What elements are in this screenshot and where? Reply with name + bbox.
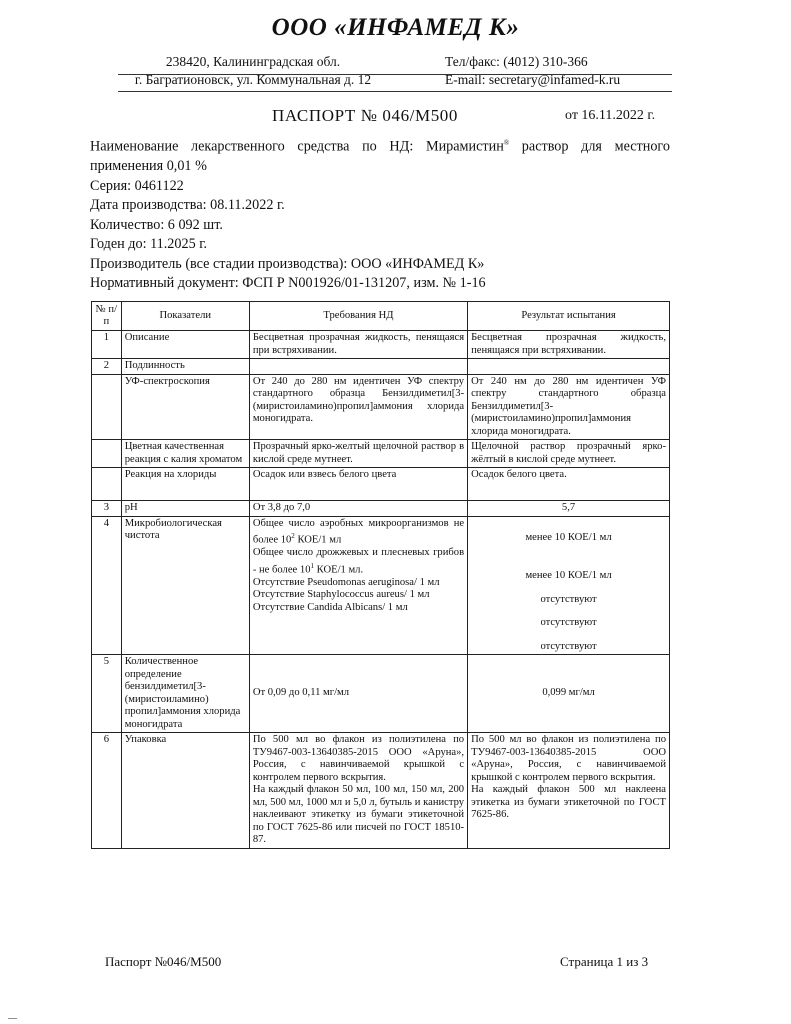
indicator: Реакция на хлориды	[121, 468, 249, 501]
company-name: ООО «ИНФАМЕД К»	[271, 14, 520, 41]
row-num: 1	[92, 331, 122, 359]
result	[468, 359, 670, 375]
indicator: Микробиологическая чистота	[121, 516, 249, 655]
footer-page-number: Страница 1 из 3	[560, 954, 649, 969]
indicator: Описание	[121, 331, 249, 359]
req-yeast-exp: 1	[310, 561, 314, 570]
result: Бесцветная прозрачная жидкость, пенящаяся при встряхивании.	[468, 331, 670, 359]
requirement	[249, 733, 467, 849]
test-results-table	[91, 301, 670, 849]
phone-fax: Тел/факс: (4012) 310-366	[445, 54, 588, 69]
series: Серия: 0461122	[90, 177, 184, 194]
result	[468, 733, 670, 849]
res-pseudomonas: отсутствуют	[540, 593, 597, 605]
table-row	[92, 374, 670, 440]
col-requirement-header: Требования НД	[249, 302, 467, 331]
product-name-rest: раствор для местного применения 0,01 %	[90, 138, 670, 175]
footer-passport-number: Паспорт №046/М500	[105, 954, 222, 969]
production-date: Дата производства: 08.11.2022 г.	[90, 197, 285, 214]
requirement: Прозрачный ярко-желтый щелочной раствор в кислой среде мутнеет.	[249, 440, 467, 468]
product-info	[90, 134, 670, 294]
result: Осадок белого цвета.	[468, 468, 670, 501]
company-contacts	[445, 53, 665, 89]
quantity: Количество: 6 092 шт.	[90, 216, 223, 233]
result: От 240 нм до 280 нм идентичен УФ спектру стандартного образца Бензилдиметил[3-(миристоиламино)пропил]аммония хлорида моногидрата.	[468, 374, 670, 440]
req-packaging-1: По 500 мл во флакон из полиэтилена по ТУ9467-003-13640385-2015 ООО «Аруна», Россия, с навинчиваемой крышкой с контролем первого вскрытия.	[252, 734, 465, 783]
row-num: 2	[92, 359, 122, 375]
req-packaging-2: На каждый флакон 50 мл, 100 мл, 150 мл, 200 мл, 500 мл, 1000 мл и 5,0 л, бутыль и канистру наклеивают этикетку из бумаги этикеточной по ГОСТ 7625-86 или писчей по ГОСТ 18510-87.	[252, 784, 465, 845]
product-name	[90, 134, 670, 177]
row-num	[92, 374, 122, 440]
header-rule-1	[118, 74, 672, 75]
result: Щелочной раствор прозрачный ярко-жёлтый в кислой среде мутнеет.	[468, 440, 670, 468]
email: E-mail: secretary@infamed-k.ru	[445, 72, 621, 87]
result: 5,7	[468, 501, 670, 517]
table-row	[92, 359, 670, 375]
valid-until: Годен до: 11.2025 г.	[90, 236, 207, 253]
req-pseudomonas: Отсутствие Pseudomonas aeruginosa/ 1 мл	[252, 576, 440, 588]
res-packaging-2: На каждый флакон 500 мл наклеена этикетка из бумаги этикеточной по ГОСТ 7625-86.	[471, 784, 666, 820]
col-result-header: Результат испытания	[468, 302, 670, 331]
res-staphylococcus: отсутствуют	[540, 617, 597, 628]
col-indicator-header: Показатели	[121, 302, 249, 331]
requirement	[249, 359, 467, 375]
requirement: От 0,09 до 0,11 мг/мл	[249, 655, 467, 733]
requirement	[249, 516, 467, 655]
table-row	[92, 440, 670, 468]
row-num: 5	[92, 655, 122, 733]
req-staphylococcus: Отсутствие Staphylococcus aureus/ 1 мл	[252, 589, 430, 601]
requirement: Осадок или взвесь белого цвета	[249, 468, 467, 501]
req-aerobic-text: Общее число аэробных микроорганизмов не более 10	[252, 517, 465, 546]
table-row	[92, 468, 670, 501]
result: 0,099 мг/мл	[468, 655, 670, 733]
margin-mark: —	[8, 1013, 17, 1023]
row-num	[92, 468, 122, 501]
requirement: От 3,8 до 7,0	[249, 501, 467, 517]
indicator: Упаковка	[121, 733, 249, 849]
res-yeast: менее 10 КОЕ/1 мл	[525, 570, 612, 581]
indicator: Подлинность	[121, 359, 249, 375]
header-rule-2	[118, 91, 672, 92]
row-num: 3	[92, 501, 122, 517]
indicator: pH	[121, 501, 249, 517]
req-aerobic-unit: КОЕ/1 мл	[294, 534, 342, 546]
row-num	[92, 440, 122, 468]
passport-date: от 16.11.2022 г.	[565, 108, 656, 123]
req-yeast	[253, 547, 464, 577]
table-row	[92, 733, 670, 849]
address-line-2: г. Багратионовск, ул. Коммунальная д. 12	[134, 72, 372, 87]
req-yeast-text: Общее число дрожжевых и плесневых грибов - не более 10	[252, 547, 465, 576]
table-row	[92, 516, 670, 655]
passport-title: ПАСПОРТ № 046/М500	[272, 106, 459, 125]
company-address	[118, 53, 388, 89]
indicator: УФ-спектроскопия	[121, 374, 249, 440]
res-packaging-1: По 500 мл во флакон из полиэтилена по ТУ9467-003-13640385-2015 ООО «Аруна», Россия, с навинчиваемой крышкой с контролем первого вскрытия.	[471, 734, 666, 783]
req-candida: Отсутствие Candida Albicans/ 1 мл	[252, 601, 408, 613]
requirement: От 240 до 280 нм идентичен УФ спектру стандартного образца Бензилдиметил[3-(миристоиламино)пропил]аммония хлорида моногидрата.	[249, 374, 467, 440]
table-row	[92, 655, 670, 733]
table-row	[92, 501, 670, 517]
result	[468, 516, 670, 655]
table-header-row	[92, 302, 670, 331]
req-yeast-unit: КОЕ/1 мл.	[314, 564, 364, 576]
registered-mark: ®	[503, 139, 510, 147]
indicator: Количественное определение бензилдиметил[3-(миристоиламино) пропил]аммония хлорида моногидрата	[121, 655, 249, 733]
manufacturer: Производитель (все стадии производства): ООО «ИНФАМЕД К»	[90, 255, 485, 272]
res-aerobic: менее 10 КОЕ/1 мл	[525, 531, 612, 543]
res-candida: отсутствуют	[540, 640, 597, 652]
indicator: Цветная качественная реакция с калия хроматом	[121, 440, 249, 468]
row-num: 6	[92, 733, 122, 849]
req-aerobic-exp: 2	[291, 532, 295, 540]
req-aerobic	[253, 518, 464, 548]
requirement: Бесцветная прозрачная жидкость, пенящаяся при встряхивании.	[249, 331, 467, 359]
address-line-1: 238420, Калининградская обл.	[165, 54, 341, 69]
normative-document: Нормативный документ: ФСП Р N001926/01-131207, изм. № 1-16	[90, 275, 486, 292]
col-num-header: № п/п	[92, 302, 122, 331]
product-name-label: Наименование лекарственного средства по НД: Мирамистин	[90, 138, 504, 155]
row-num: 4	[92, 516, 122, 655]
table-row	[92, 331, 670, 359]
